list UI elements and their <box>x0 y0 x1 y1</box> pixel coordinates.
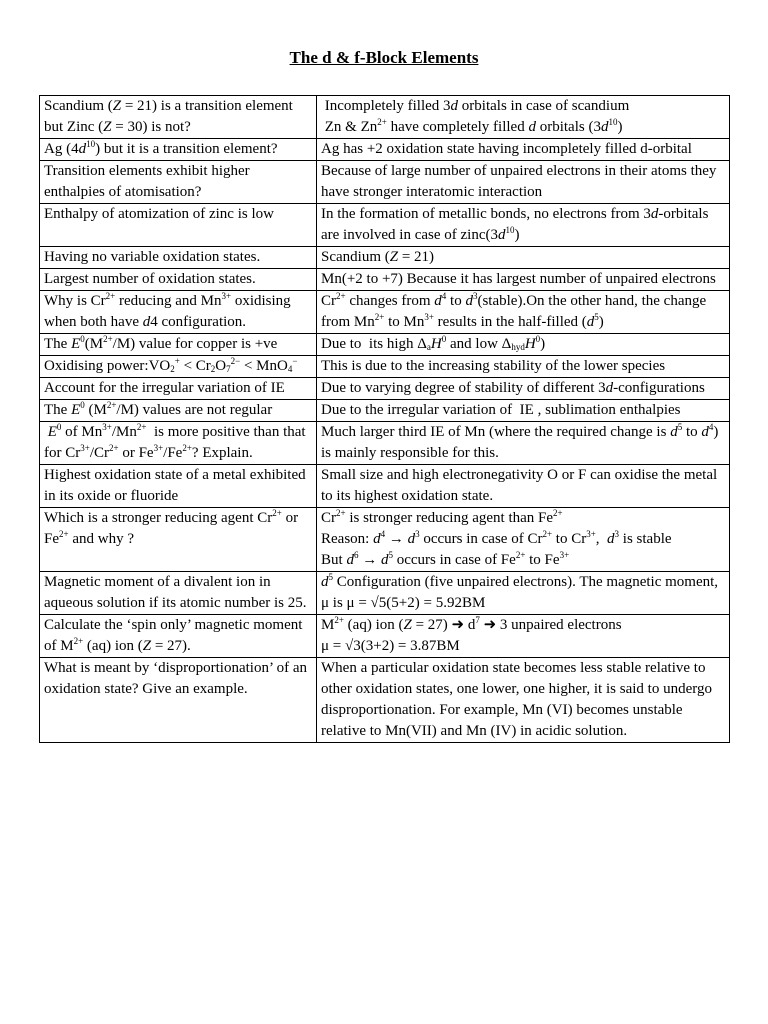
page-title: The d & f-Block Elements <box>289 48 479 67</box>
answer-cell: $d^5$ Configuration (five unpaired electrons). The magnetic moment, μ is μ = √5(5+2) = 5.92BM <box>317 572 730 615</box>
question-cell: Transition elements exhibit higher enthalpies of atomisation? <box>40 161 317 204</box>
question-cell: Oxidising $power:VO_2^+ < Cr_2O_7^{2-} < MnO_4^-$ <box>40 356 317 378</box>
question-cell: The $E^0(M^{2+}/M)$ value for copper is +ve <box>40 334 317 356</box>
qa-table-body <box>40 96 730 743</box>
table-row <box>40 400 730 422</box>
table-row <box>40 422 730 465</box>
answer-cell: Incompletely filled 3d orbitals in case of scandium Zn & $Zn^{2+}$ have completely filled d orbitals $(3d^{10})$ <box>317 96 730 139</box>
question-cell: Having no variable oxidation states. <box>40 247 317 269</box>
answer-cell: Small size and high electronegativity O or F can oxidise the metal to its highest oxidation state. <box>317 465 730 508</box>
answer-cell: $Cr^{2+}$ is stronger reducing agent than $Fe^{2+}$ Reason: $d^4 \to d^3$ occurs in case of $Cr^{2+}$ to $Cr^{3+}$, $d^3$ is stable But $d^6 \to d^5$ occurs in case of $Fe^{2+}$ to $Fe^{3+}$ <box>317 508 730 572</box>
question-cell: Magnetic moment of a divalent ion in aqueous solution if its atomic number is 25. <box>40 572 317 615</box>
question-cell: $E^0$ of $Mn^{3+}/Mn^{2+}$ is more positive than that for $Cr^{3+}/Cr^{2+}$ or $Fe^{3+}/Fe^{2+}$? Explain. <box>40 422 317 465</box>
answer-cell: Ag has +2 oxidation state having incompletely filled d-orbital <box>317 139 730 161</box>
table-row <box>40 378 730 400</box>
question-cell: Largest number of oxidation states. <box>40 269 317 291</box>
answer-cell: This is due to the increasing stability of the lower species <box>317 356 730 378</box>
answer-cell: Mn(+2 to +7) Because it has largest number of unpaired electrons <box>317 269 730 291</box>
table-row <box>40 508 730 572</box>
question-cell: Scandium (Z = 21) is a transition element but Zinc (Z = 30) is not? <box>40 96 317 139</box>
table-row <box>40 139 730 161</box>
answer-cell: Due to its high $\Delta_aH^0$ and low $\Delta_{hyd}H^0$) <box>317 334 730 356</box>
table-row <box>40 247 730 269</box>
question-cell: Ag $(4d^{10})$ but it is a transition element? <box>40 139 317 161</box>
qa-table <box>39 95 730 743</box>
question-cell: Highest oxidation state of a metal exhibited in its oxide or fluoride <box>40 465 317 508</box>
answer-cell: Because of large number of unpaired electrons in their atoms they have stronger interatomic interaction <box>317 161 730 204</box>
question-cell: Which is a stronger reducing agent $Cr^{2+}$ or $Fe^{2+}$ and why ? <box>40 508 317 572</box>
question-cell: Enthalpy of atomization of zinc is low <box>40 204 317 247</box>
table-row <box>40 615 730 658</box>
answer-cell: $Cr^{2+}$ changes from $d^4$ to $d^3(stable).On$ the other hand, the change from $Mn^{2+}$ to $Mn^{3+}$ results in the half-filled $(d^5)$ <box>317 291 730 334</box>
table-row <box>40 658 730 743</box>
question-cell: The $E^0$ $(M^{2+}/M)$ values are not regular <box>40 400 317 422</box>
answer-cell: Scandium (Z = 21) <box>317 247 730 269</box>
table-row <box>40 269 730 291</box>
answer-cell: $M^{2+}$ (aq) ion (Z = 27) ➜ $d^7$ ➜ 3 unpaired electrons μ = √3(3+2) = 3.87BM <box>317 615 730 658</box>
table-row <box>40 96 730 139</box>
table-row <box>40 334 730 356</box>
table-row <box>40 204 730 247</box>
question-cell: Calculate the ‘spin only’ magnetic moment of $M^{2+}$ (aq) ion (Z = 27). <box>40 615 317 658</box>
table-row <box>40 291 730 334</box>
table-row <box>40 465 730 508</box>
answer-cell: Much larger third IE of Mn (where the required change is $d^5$ to $d^4$) is mainly responsible for this. <box>317 422 730 465</box>
answer-cell: Due to varying degree of stability of different 3d-configurations <box>317 378 730 400</box>
answer-cell: When a particular oxidation state becomes less stable relative to other oxidation states, one lower, one higher, it is said to undergo disproportionation. For example, Mn (VI) becomes unstable relative to Mn(VII) and Mn (IV) in acidic solution. <box>317 658 730 743</box>
question-cell: What is meant by ‘disproportionation’ of an oxidation state? Give an example. <box>40 658 317 743</box>
question-cell: Why is $Cr^{2+}$ reducing and $Mn^{3+}$ oxidising when both have d4 configuration. <box>40 291 317 334</box>
answer-cell: In the formation of metallic bonds, no electrons from 3d-orbitals are involved in case of $zinc(3d^{10})$ <box>317 204 730 247</box>
table-row <box>40 572 730 615</box>
table-row <box>40 161 730 204</box>
answer-cell: Due to the irregular variation of IE , sublimation enthalpies <box>317 400 730 422</box>
question-cell: Account for the irregular variation of IE <box>40 378 317 400</box>
table-row <box>40 356 730 378</box>
